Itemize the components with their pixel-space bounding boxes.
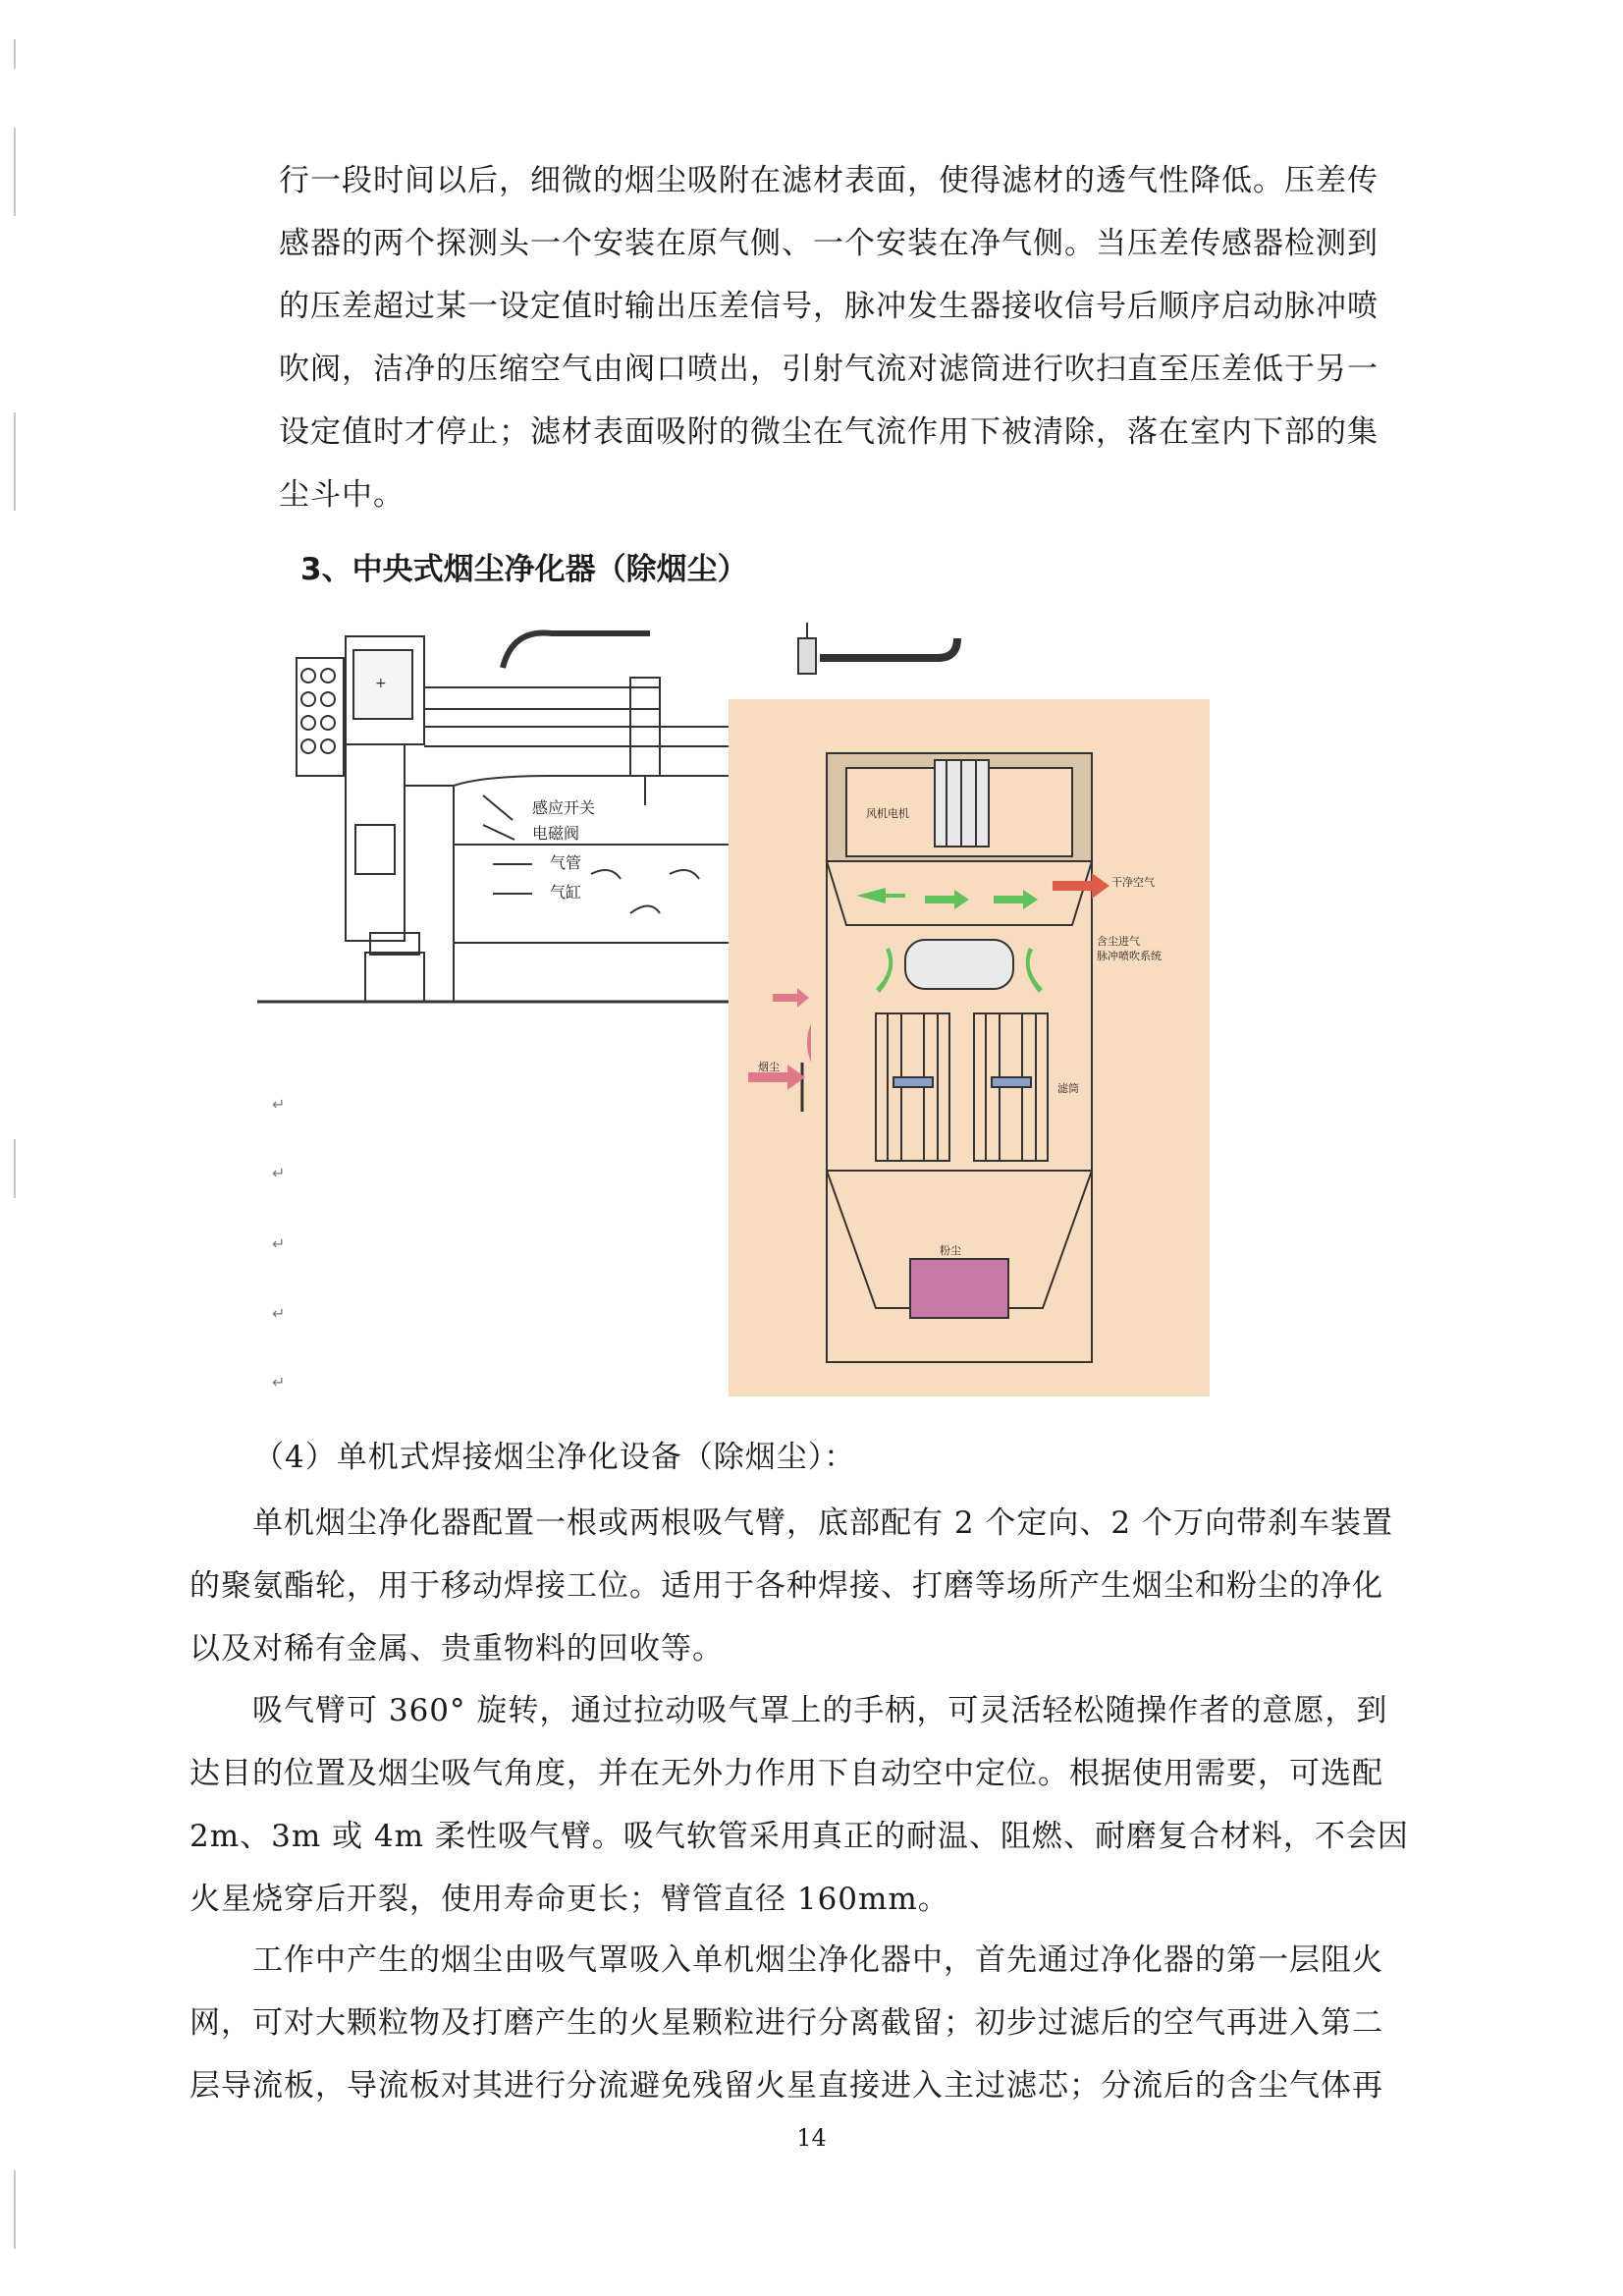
paragraph-single-unit-intro [189,1492,1417,1680]
text-line: 2m、3m 或 4m 柔性吸气臂。吸气软管采用真正的耐温、阻燃、耐磨复合材料，不会因 [189,1819,1409,1854]
scan-edge-mark [14,2170,16,2249]
text-line: 吸气臂可 360° 旋转，通过拉动吸气罩上的手柄，可灵活轻松随操作者的意愿，到 [252,1693,1388,1728]
paragraph-working-process [189,1929,1417,2117]
scan-edge-mark [14,128,16,216]
text-line: 尘斗中。 [279,477,405,513]
text-line: 火星烧穿后开裂，使用寿命更长；臂管直径 160mm。 [189,1882,949,1917]
text-line: 单机烟尘净化器配置一根或两根吸气臂，底部配有 2 个定向、2 个万向带刹车装置 [252,1505,1394,1541]
figure-gantry-machine [257,629,729,1031]
text-line: 层导流板，导流板对其进行分流避免残留火星直接进入主过滤芯；分流后的含尘气体再 [189,2068,1383,2104]
svg-text:+: + [375,676,387,691]
return-mark: ↵ [272,1373,286,1392]
label-induction-switch: 感应开关 [532,798,596,817]
return-mark: ↵ [272,1164,286,1182]
label-solenoid-valve: 电磁阀 [532,824,580,843]
text-line: 网，可对大颗粒物及打磨产生的火星颗粒进行分离截留；初步过滤后的空气再进入第二 [189,2005,1383,2041]
label-fume: 烟尘 [758,1061,780,1073]
return-mark: ↵ [272,1095,286,1114]
subsection-title: （4）单机式焊接烟尘净化设备（除烟尘）： [253,1440,856,1475]
label-dust-inlet: 含尘进气 [1097,935,1140,948]
text-line: 的聚氨酯轮，用于移动焊接工位。适用于各种焊接、打磨等场所产生烟尘和粉尘的净化 [189,1568,1383,1604]
label-air-pipe: 气管 [550,853,582,872]
scan-edge-mark [14,412,16,511]
label-pulse-system: 脉冲喷吹系统 [1097,950,1162,962]
scan-edge-mark [14,1139,16,1198]
scan-edge-mark [14,39,16,69]
return-mark: ↵ [272,1304,286,1323]
return-mark: ↵ [272,1234,286,1253]
paragraph-filter-cleaning [279,149,1408,526]
text-line: 设定值时才停止；滤材表面吸附的微尘在气流作用下被清除，落在室内下部的集 [279,414,1379,450]
text-line: 达目的位置及烟尘吸气角度，并在无外力作用下自动空中定位。根据使用需要，可选配 [189,1756,1383,1791]
section-heading: 3、中央式烟尘净化器（除烟尘） [300,552,748,587]
text-line: 以及对稀有金属、贵重物料的回收等。 [189,1631,724,1667]
label-air-cylinder: 气缸 [550,883,582,902]
text-line: 感器的两个探测头一个安装在原气侧、一个安装在净气侧。当压差传感器检测到 [279,226,1379,261]
label-dust: 粉尘 [940,1244,961,1257]
page-number: 14 [796,2124,827,2152]
label-filter-cartridge: 滤筒 [1057,1082,1079,1095]
text-line: 吹阀，洁净的压缩空气由阀口喷出，引射气流对滤筒进行吹扫直至压差低于另一 [279,352,1379,387]
text-line: 行一段时间以后，细微的烟尘吸附在滤材表面，使得滤材的透气性降低。压差传 [279,163,1379,198]
text-line: 的压差超过某一设定值时输出压差信号，脉冲发生器接收信号后顺序启动脉冲喷 [279,289,1379,324]
figure-central-purifier [729,699,1210,1396]
paragraph-suction-arm [189,1679,1417,1931]
text-line: 工作中产生的烟尘由吸气罩吸入单机烟尘净化器中，首先通过净化器的第一层阻火 [252,1942,1383,1978]
label-clean-air: 干净空气 [1111,876,1155,889]
figure-top-hose-icon [790,619,967,678]
label-fan-motor: 风机电机 [866,807,909,820]
